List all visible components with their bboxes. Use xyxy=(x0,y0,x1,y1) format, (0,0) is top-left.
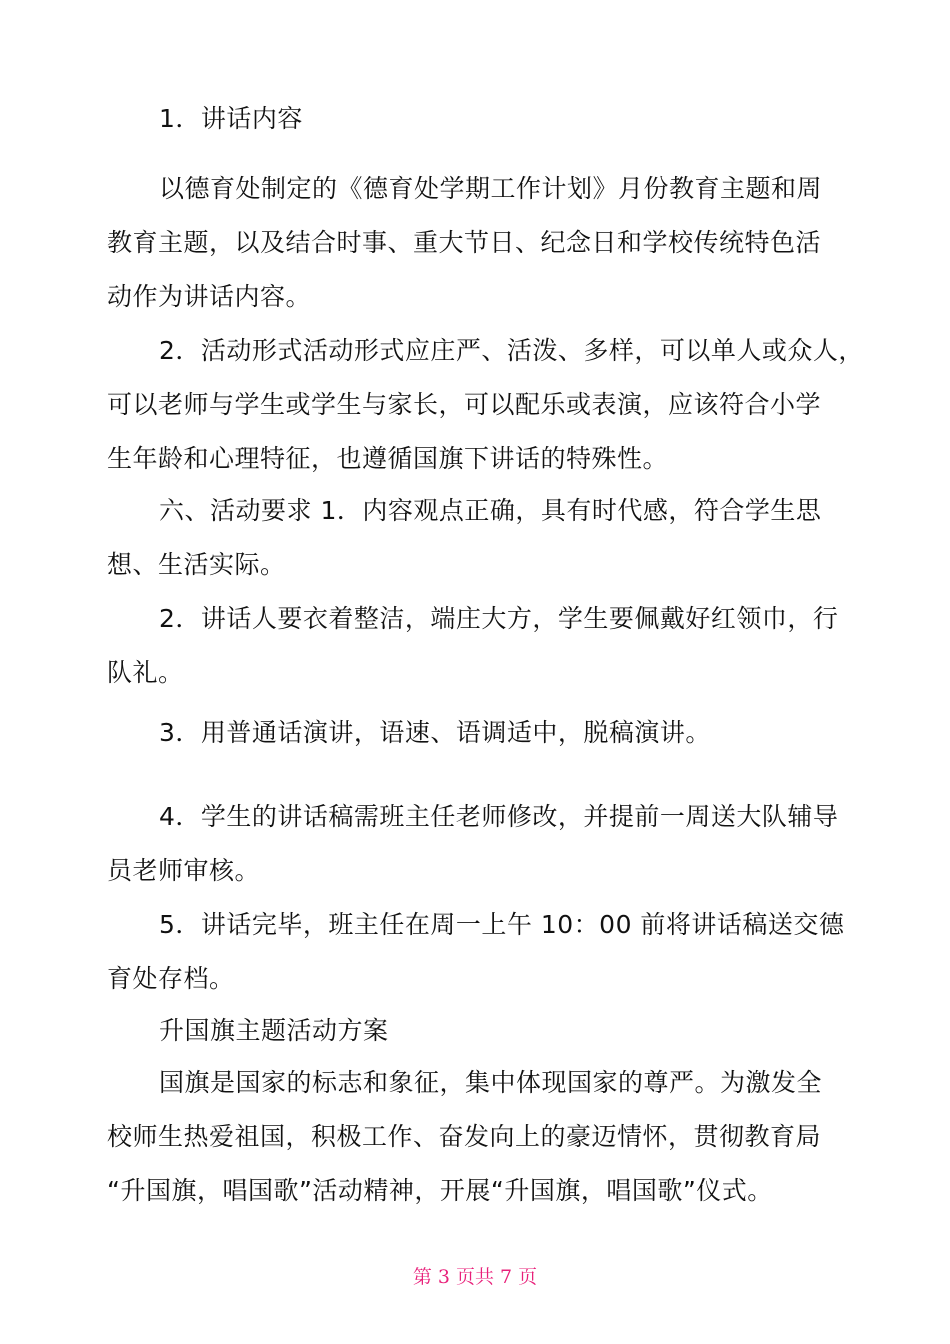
paragraph-line: 生年龄和心理特征，也遵循国旗下讲话的特殊性。 xyxy=(107,444,669,473)
heading-speech-content: 1．讲话内容 xyxy=(159,104,303,133)
paragraph-line: “升国旗，唱国歌”活动精神，开展“升国旗，唱国歌”仪式。 xyxy=(107,1176,773,1205)
paragraph-line: 2．讲话人要衣着整洁，端庄大方，学生要佩戴好红领巾，行 xyxy=(159,604,839,633)
paragraph-line: 六、活动要求 1．内容观点正确，具有时代感，符合学生思 xyxy=(159,496,822,525)
paragraph-line: 动作为讲话内容。 xyxy=(107,282,312,311)
paragraph-line: 4．学生的讲话稿需班主任老师修改，并提前一周送大队辅导 xyxy=(159,802,839,831)
paragraph-line: 2．活动形式活动形式应庄严、活泼、多样，可以单人或众人， xyxy=(159,336,864,365)
paragraph-line: 员老师审核。 xyxy=(107,856,261,885)
paragraph-line: 校师生热爱祖国，积极工作、奋发向上的豪迈情怀，贯彻教育局 xyxy=(107,1122,822,1151)
paragraph-line: 3．用普通话演讲，语速、语调适中，脱稿演讲。 xyxy=(159,718,711,747)
paragraph-line: 想、生活实际。 xyxy=(107,550,286,579)
paragraph-line: 教育主题，以及结合时事、重大节日、纪念日和学校传统特色活 xyxy=(107,228,822,257)
paragraph-line: 以德育处制定的《德育处学期工作计划》月份教育主题和周 xyxy=(159,174,823,203)
section-title: 升国旗主题活动方案 xyxy=(159,1016,389,1045)
page-number-footer: 第 3 页共 7 页 xyxy=(412,1266,538,1288)
paragraph-line: 可以老师与学生或学生与家长，可以配乐或表演，应该符合小学 xyxy=(107,390,822,419)
paragraph-line: 5．讲话完毕，班主任在周一上午 10：00 前将讲话稿送交德 xyxy=(159,910,845,939)
paragraph-line: 队礼。 xyxy=(107,658,184,687)
paragraph-line: 国旗是国家的标志和象征，集中体现国家的尊严。为激发全 xyxy=(159,1068,823,1097)
paragraph-line: 育处存档。 xyxy=(107,964,235,993)
